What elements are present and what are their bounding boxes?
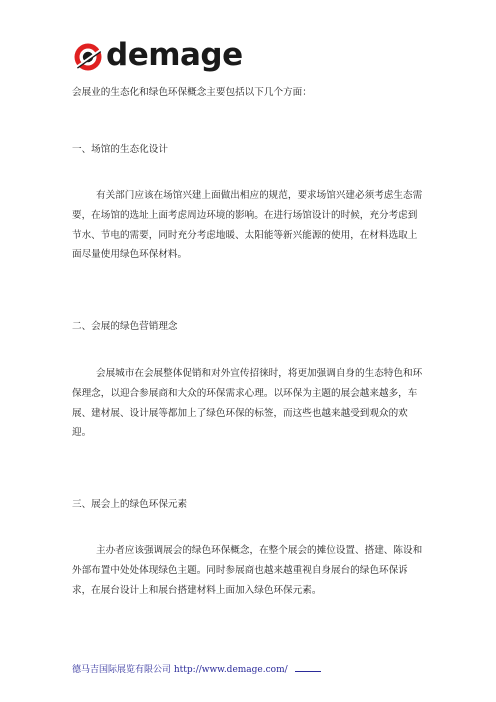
- intro-paragraph: 会展业的生态化和绿色环保概念主要包括以下几个方面：: [72, 87, 312, 98]
- section-1-body: 有关部门应该在场馆兴建上面做出相应的规范，要求场馆兴建必须考虑生态需要，在场馆的选址上面考虑周边环境的影响。在进行场馆设计的时候，充分考虑到节水、节电的需要，同时充分考虑地暖、太阳能等新兴能源的使用，在材料选取上面尽量使用绿色环保材料。: [72, 190, 423, 261]
- section-3-heading: 三、展会上的绿色环保元素: [72, 499, 188, 510]
- section-2-body: 会展城市在会展整体促销和对外宣传招徕时，将更加强调自身的生态特色和环保理念，以迎合参展商和大众的环保需求心理。以环保为主题的展会越来越多，车展、建材展、设计展等都加上了绿色环保的标签，而这些也越来越受到观众的欢迎。: [72, 368, 423, 439]
- page-footer: [72, 662, 321, 676]
- section-3-body: 主办者应该强调展会的绿色环保概念，在整个展会的摊位设置、搭建、陈设和外部布置中处处体现绿色主题。同时参展商也越来越重视自身展台的绿色环保诉求，在展台设计上和展台搭建材料上面加入绿色环保元素。: [72, 545, 423, 596]
- footer-company: 德马吉国际展览有限公司: [72, 665, 172, 675]
- section-2-heading: 二、会展的绿色营销理念: [72, 321, 178, 332]
- section-1-heading: 一、场馆的生态化设计: [72, 144, 168, 155]
- d-swoosh-logo-icon: [73, 42, 103, 72]
- company-logo: [73, 37, 243, 73]
- footer-underline: [295, 662, 321, 672]
- footer-url-link[interactable]: http://www.demage.com/: [173, 665, 288, 675]
- logo-wordmark: demage: [106, 37, 243, 73]
